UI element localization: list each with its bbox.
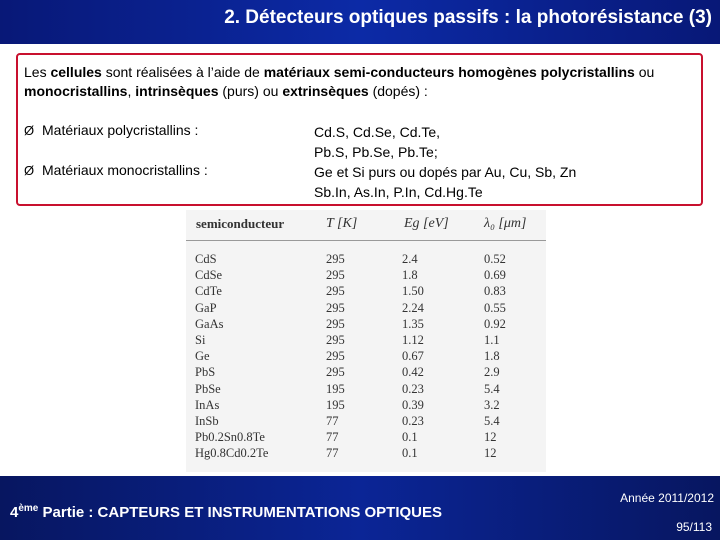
cell-temperature: 295: [326, 349, 345, 364]
intro-bold-1: cellules: [50, 64, 102, 80]
table-row: [186, 349, 546, 365]
intro-text-2: sont réalisées à l’aide de: [101, 64, 264, 80]
footer-part-title: [10, 503, 442, 521]
mono-label-text: Matériaux monocristallins :: [42, 162, 208, 178]
header-semiconductor: semiconducteur: [196, 216, 285, 231]
cell-bandgap: 0.67: [402, 349, 424, 364]
cell-temperature: 77: [326, 430, 339, 445]
cell-semiconductor: Hg0.8Cd0.2Te: [195, 446, 269, 461]
cell-semiconductor: CdSe: [195, 268, 223, 283]
materials-line: Sb.In, As.In, P.In, Cd.Hg.Te: [314, 184, 483, 200]
cell-semiconductor: CdTe: [195, 284, 222, 299]
cell-bandgap: 1.8: [402, 268, 418, 283]
cell-temperature: 295: [326, 332, 345, 347]
intro-bold-3: monocristallins: [24, 83, 128, 99]
cell-bandgap: 0.1: [402, 430, 418, 445]
cell-temperature: 77: [326, 446, 339, 461]
cell-temperature: 295: [326, 284, 345, 299]
cell-semiconductor: Pb0.2Sn0.8Te: [195, 430, 265, 445]
cell-semiconductor: InSb: [195, 413, 219, 428]
intro-bold-5: extrinsèques: [282, 83, 369, 99]
cell-bandgap: 0.39: [402, 397, 424, 412]
footer-part-number: 4: [10, 504, 19, 521]
cell-bandgap: 1.50: [402, 284, 424, 299]
cell-bandgap: 0.23: [402, 413, 424, 428]
materials-line: Pb.S, Pb.Se, Pb.Te;: [314, 144, 438, 160]
footer-part-text: Partie : CAPTEURS ET INSTRUMENTATIONS OPTIQUES: [38, 504, 443, 521]
footer-bar: [0, 476, 720, 540]
cell-bandgap: 0.23: [402, 381, 424, 396]
cell-wavelength: 3.2: [484, 397, 500, 412]
cell-wavelength: 0.92: [484, 316, 506, 331]
table-row: [186, 414, 546, 430]
cell-bandgap: 1.35: [402, 316, 424, 331]
cell-bandgap: 2.4: [402, 252, 418, 266]
cell-bandgap: 1.12: [402, 332, 424, 347]
slide-title: 2. Détecteurs optiques passifs : la photorésistance (3): [224, 7, 712, 28]
cell-temperature: 295: [326, 365, 345, 380]
intro-bold-2: matériaux semi-conducteurs homogènes polycristallins: [263, 64, 635, 80]
title-bar: [0, 0, 720, 44]
cell-bandgap: 0.42: [402, 365, 424, 380]
cell-temperature: 77: [326, 413, 339, 428]
cell-wavelength: 0.69: [484, 268, 506, 283]
cell-wavelength: 12: [484, 430, 497, 445]
table-row: [186, 382, 546, 398]
cell-temperature: 295: [326, 316, 345, 331]
intro-text-3: ou: [634, 64, 655, 80]
intro-bold-4: intrinsèques: [135, 83, 219, 99]
mono-materials-label: [24, 162, 208, 178]
cell-temperature: 295: [326, 268, 345, 283]
intro-paragraph: [24, 63, 694, 101]
table-row: [186, 365, 546, 381]
cell-wavelength: 0.55: [484, 300, 506, 315]
table-row: [186, 268, 546, 284]
cell-wavelength: 2.9: [484, 365, 500, 380]
cell-wavelength: 0.52: [484, 252, 506, 266]
poly-label-text: Matériaux polycristallins :: [42, 122, 199, 138]
intro-text-1: Les: [24, 64, 51, 80]
footer-year: Année 2011/2012: [620, 491, 714, 505]
table-row: [186, 284, 546, 300]
cell-semiconductor: Ge: [195, 349, 210, 364]
materials-values: [314, 122, 576, 202]
table-row: [186, 430, 546, 446]
intro-text-5: (purs) ou: [218, 83, 283, 99]
table-row: [186, 446, 546, 462]
cell-semiconductor: PbS: [195, 365, 216, 380]
cell-temperature: 195: [326, 397, 345, 412]
table-header: [186, 210, 546, 241]
cell-wavelength: 5.4: [484, 381, 500, 396]
page-number: 95/113: [676, 520, 712, 534]
table-row: [186, 301, 546, 317]
cell-semiconductor: Si: [195, 332, 206, 347]
table-row: [186, 252, 546, 268]
cell-wavelength: 5.4: [484, 413, 500, 428]
arrow-bullet-icon: Ø: [24, 163, 35, 178]
header-temperature: T [K]: [326, 216, 358, 231]
cell-bandgap: 0.1: [402, 446, 418, 461]
cell-semiconductor: CdS: [195, 252, 217, 266]
table-row: [186, 333, 546, 349]
poly-materials-label: [24, 122, 198, 138]
cell-wavelength: 12: [484, 446, 497, 461]
info-box: [16, 53, 703, 206]
cell-wavelength: 1.1: [484, 332, 500, 347]
cell-semiconductor: InAs: [195, 397, 220, 412]
header-wavelength: λ₀ [μm]: [484, 216, 527, 231]
cell-temperature: 195: [326, 381, 345, 396]
cell-semiconductor: PbSe: [195, 381, 221, 396]
intro-text-4: ,: [127, 83, 136, 99]
materials-line: Ge et Si purs ou dopés par Au, Cu, Sb, Zn: [314, 164, 577, 180]
header-bandgap: Eg [eV]: [404, 216, 449, 231]
table-body: [186, 252, 546, 462]
cell-bandgap: 2.24: [402, 300, 424, 315]
table-row: [186, 398, 546, 414]
cell-temperature: 295: [326, 252, 345, 266]
cell-semiconductor: GaP: [195, 300, 217, 315]
semiconductor-table: [186, 210, 546, 472]
materials-line: Cd.S, Cd.Se, Cd.Te,: [314, 124, 441, 140]
cell-wavelength: 1.8: [484, 349, 500, 364]
cell-temperature: 295: [326, 300, 345, 315]
intro-text-6: (dopés) :: [368, 83, 428, 99]
table-row: [186, 317, 546, 333]
footer-part-suffix: ème: [18, 503, 39, 514]
cell-wavelength: 0.83: [484, 284, 506, 299]
arrow-bullet-icon: Ø: [24, 123, 35, 138]
cell-semiconductor: GaAs: [195, 316, 224, 331]
